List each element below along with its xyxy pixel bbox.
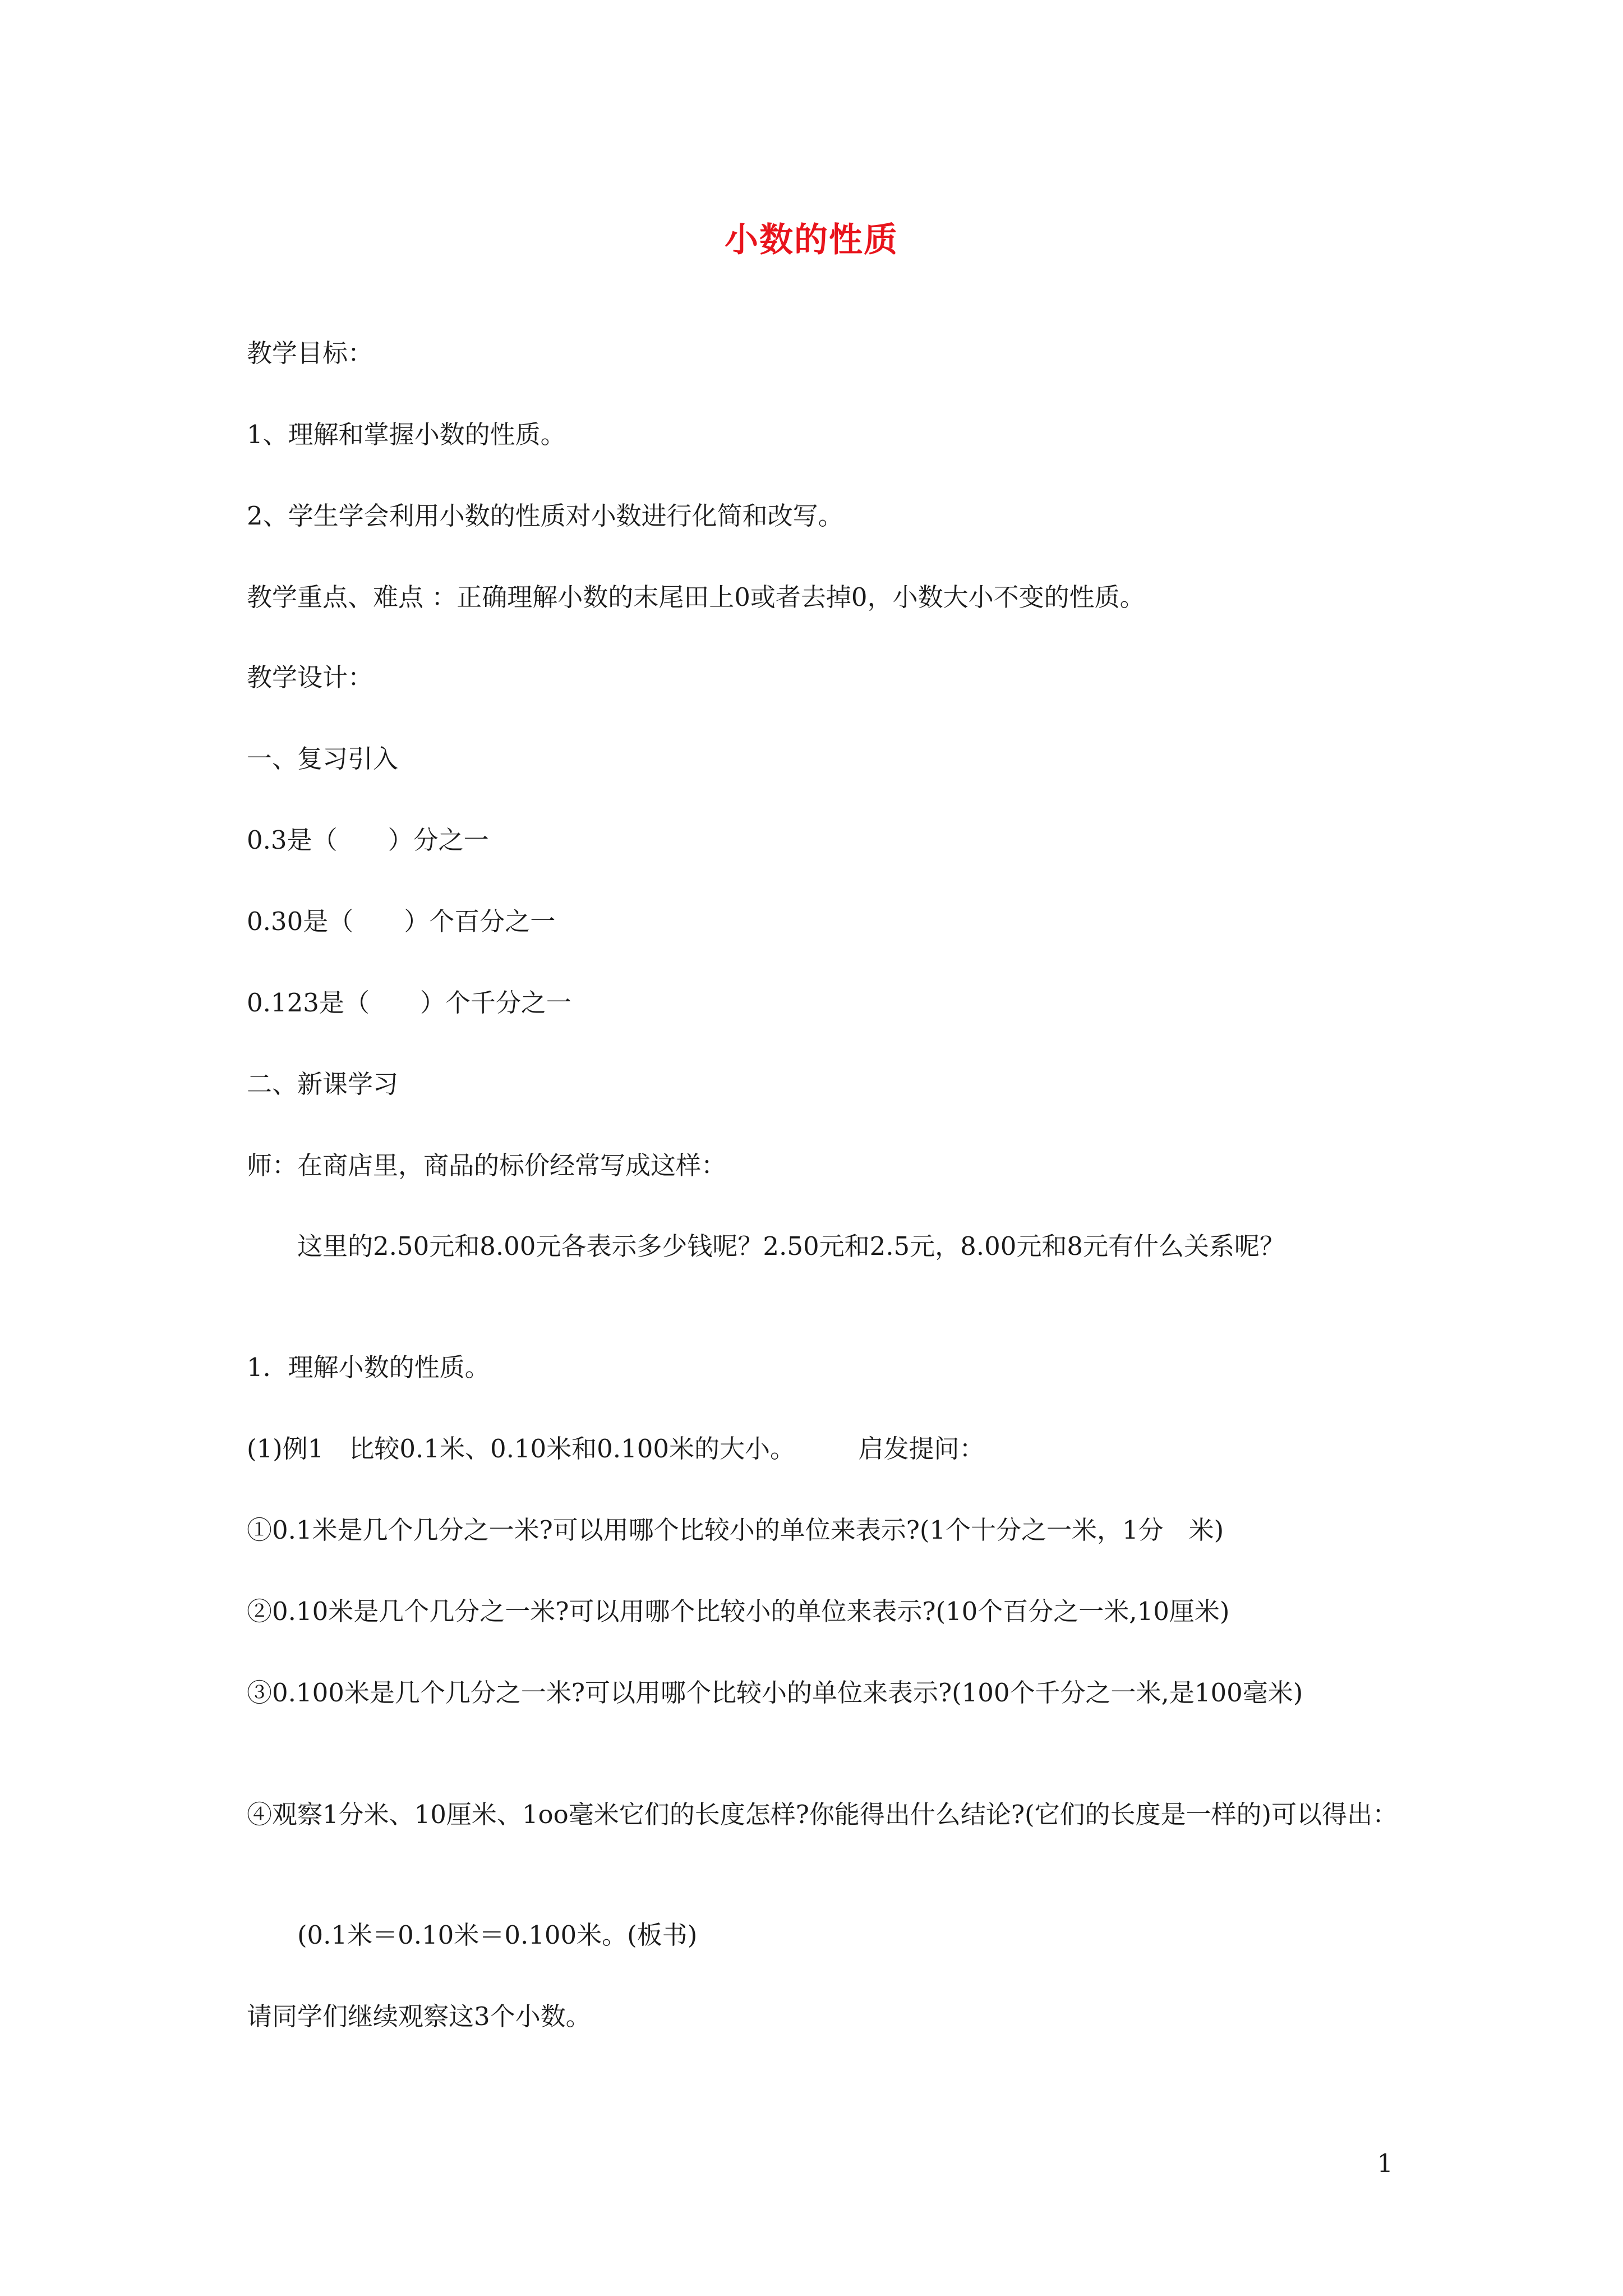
page-number: 1: [1377, 2148, 1393, 2178]
example-1-text: (1)例1 比较0.1米、0.10米和0.100米的大小。 启发提问：: [247, 1434, 985, 1464]
review-question-3: 0.123是（ ）个千分之一: [247, 988, 571, 1018]
heading-teaching-design: 教学设计：: [247, 662, 374, 692]
section-review-heading: 一、复习引入: [247, 744, 399, 774]
subsection-understand-heading: 1．理解小数的性质。: [247, 1352, 490, 1382]
prompt-question-4: ④观察1分米、10厘米、1oo毫米它们的长度怎样?你能得出什么结论?(它们的长度是一样的)可以得出：: [247, 1800, 1398, 1829]
review-question-1: 0.3是（ ）分之一: [247, 825, 489, 855]
continue-observe-text: 请同学们继续观察这3个小数。: [247, 2001, 591, 2031]
blackboard-conclusion: (0.1米＝0.10米＝0.100米。(板书): [247, 1920, 698, 1950]
goal-item-2: 2、学生学会利用小数的性质对小数进行化简和改写。: [247, 501, 843, 531]
goal-item-1: 1、理解和掌握小数的性质。: [247, 420, 566, 449]
teacher-intro-text: 师：在商店里，商品的标价经常写成这样：: [247, 1151, 727, 1180]
heading-teaching-goals: 教学目标：: [247, 338, 374, 368]
price-question-paragraph: 这里的2.50元和8.00元各表示多少钱呢？2.50元和2.5元，8.00元和8元有什么关系呢？: [247, 1231, 1285, 1261]
document-title: 小数的性质: [725, 220, 898, 260]
prompt-question-1: ①0.1米是几个几分之一米?可以用哪个比较小的单位来表示?(1个十分之一米，1分 米): [247, 1515, 1224, 1545]
prompt-question-3: ③0.100米是几个几分之一米?可以用哪个比较小的单位来表示?(100个千分之一米,是100毫米): [247, 1678, 1303, 1708]
key-points-text: 教学重点、难点 ：正确理解小数的末尾田上0或者去掉0，小数大小不变的性质。: [247, 582, 1145, 612]
review-question-2: 0.30是（ ）个百分之一: [247, 907, 556, 936]
section-new-lesson-heading: 二、新课学习: [247, 1069, 399, 1099]
prompt-question-2: ②0.10米是几个几分之一米?可以用哪个比较小的单位来表示?(10个百分之一米,10厘米): [247, 1596, 1230, 1626]
